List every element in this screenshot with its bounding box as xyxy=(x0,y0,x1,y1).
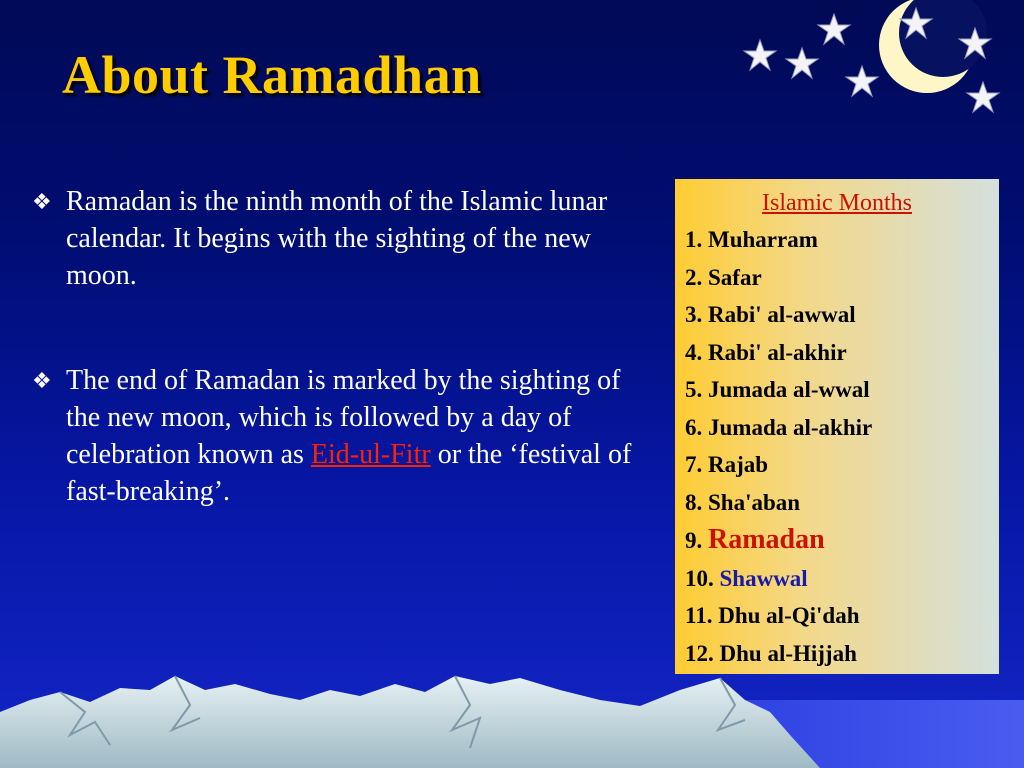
bullet-text-after: or the ‘festival of fast-breaking’. xyxy=(66,439,632,507)
month-item: 8. Sha'aban xyxy=(685,489,801,515)
star-icon xyxy=(846,66,878,96)
slide-title: About Ramadhan xyxy=(62,45,482,105)
eid-ul-fitr-link[interactable]: Eid-ul-Fitr xyxy=(310,439,431,470)
bullet-diamond-icon: ❖ xyxy=(32,189,52,214)
month-item: 1. Muharram xyxy=(685,227,818,252)
islamic-months-box xyxy=(675,179,999,674)
islamic-months-heading: Islamic Months xyxy=(762,190,912,216)
month-item: 6. Jumada al-akhir xyxy=(685,414,873,440)
month-item: 7. Rajab xyxy=(685,452,769,477)
star-icon xyxy=(786,48,818,78)
star-icon xyxy=(818,14,850,44)
star-icon xyxy=(744,40,776,70)
month-item: 4. Rabi' al-akhir xyxy=(685,339,847,365)
mountain-range-icon xyxy=(0,676,820,768)
bullet-point-ramadan-ninth-month xyxy=(32,183,632,294)
bullet-text xyxy=(66,362,632,510)
month-item-shawwal: 10. Shawwal xyxy=(685,565,808,591)
star-icon xyxy=(967,82,999,112)
month-item: 5. Jumada al-wwal xyxy=(685,377,870,402)
month-item: 12. Dhu al-Hijjah xyxy=(685,640,857,666)
month-item: 2. Safar xyxy=(685,264,762,290)
bullet-text: Ramadan is the ninth month of the Islamic lunar calendar. It begins with the sighting of the new moon. xyxy=(66,186,608,291)
month-item: 3. Rabi' al-awwal xyxy=(685,302,856,327)
bullet-text-before: The end of Ramadan is marked by the sighting of the new moon, which is followed by a day of celebration known as xyxy=(66,365,621,470)
month-item-ramadan: 9. Ramadan xyxy=(685,524,825,555)
bullet-diamond-icon: ❖ xyxy=(32,368,52,393)
month-item: 11. Dhu al-Qi'dah xyxy=(685,603,860,628)
bullet-point-end-of-ramadan xyxy=(32,362,632,510)
